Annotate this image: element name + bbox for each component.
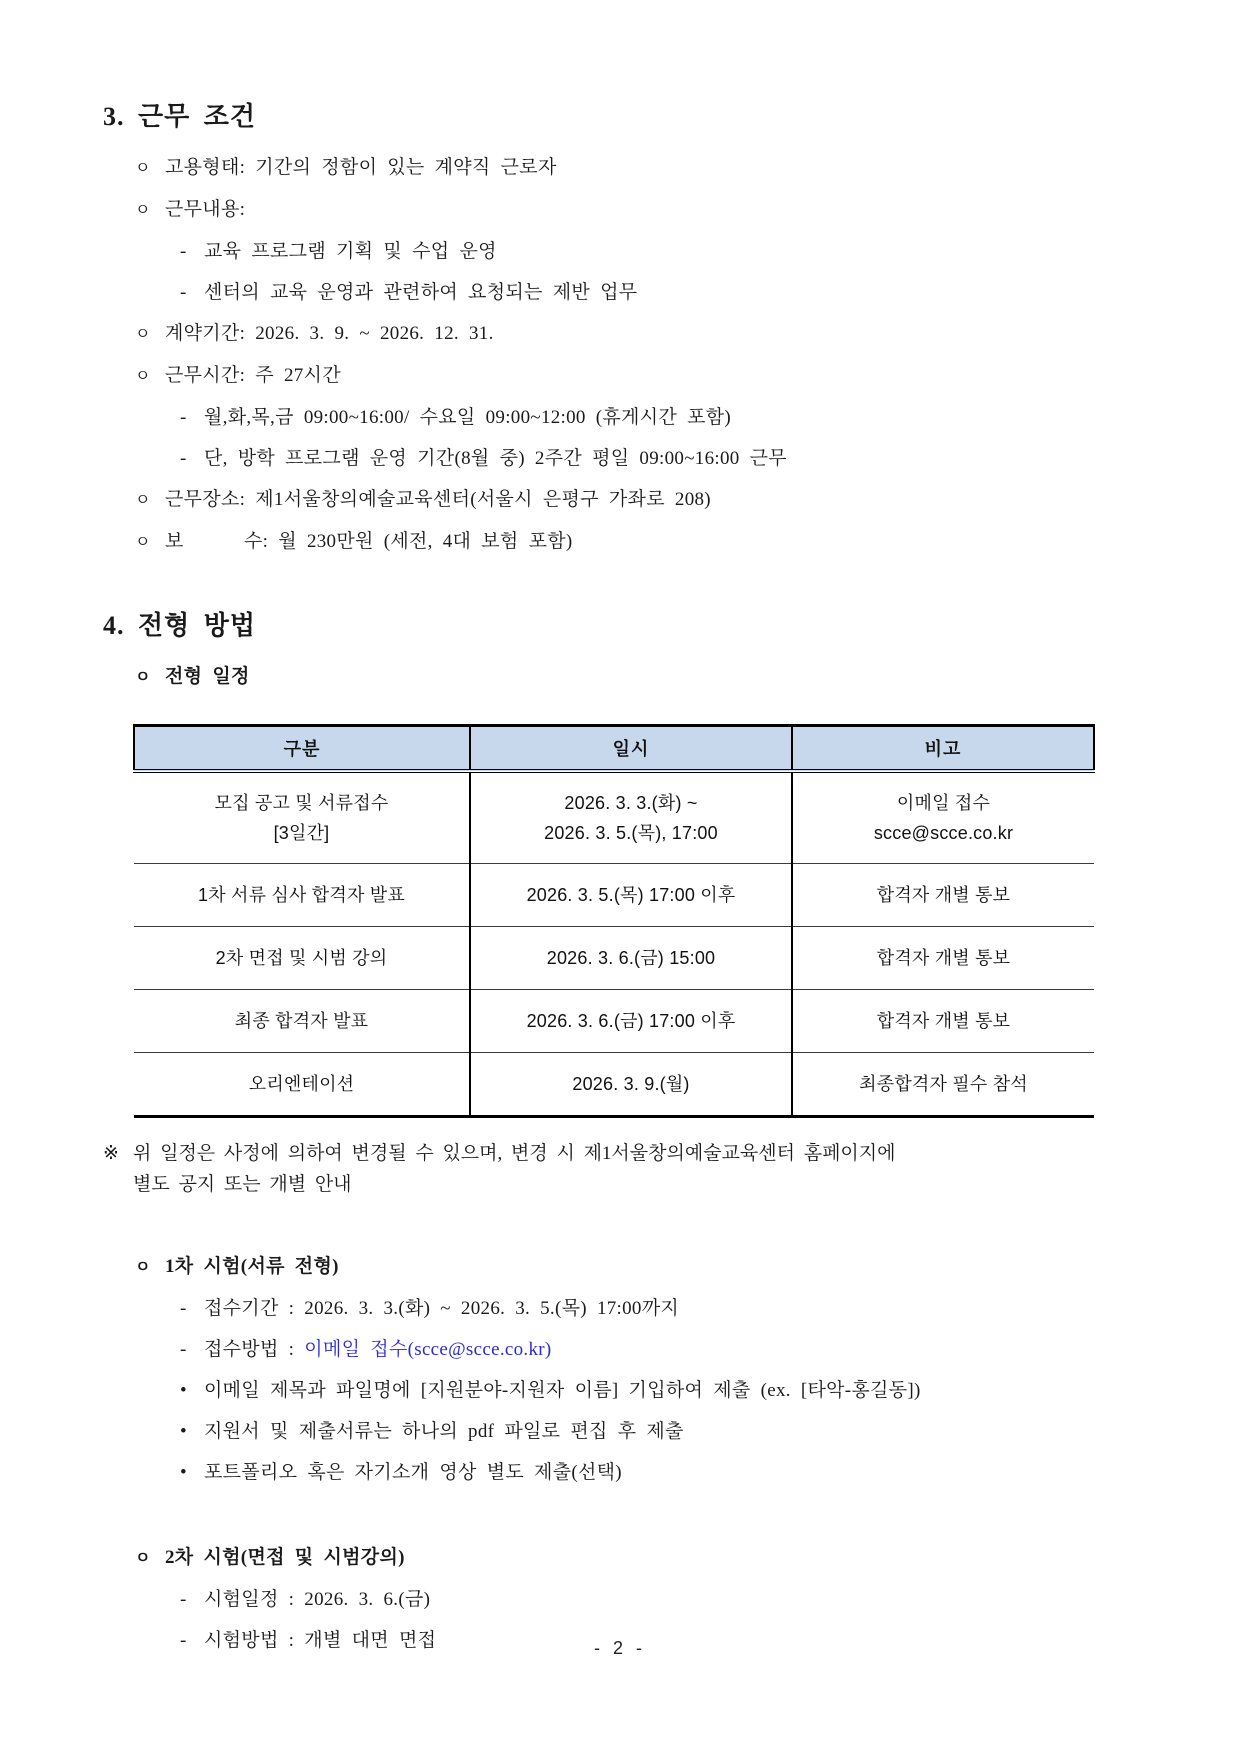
exam1-method	[103, 1329, 1170, 1370]
bullet-item	[103, 1452, 1170, 1493]
table-row	[134, 990, 1094, 1053]
reference-mark: ※	[103, 1143, 119, 1164]
bullet-text: 포트폴리오 혹은 자기소개 영상 별도 제출(선택)	[204, 1462, 622, 1483]
cell-category: 오리엔테이션	[134, 1053, 470, 1117]
dash-marker: -	[180, 1589, 187, 1610]
exam2-title: 2차 시험(면접 및 시범강의)	[165, 1547, 405, 1568]
schedule-change-note	[103, 1138, 1170, 1200]
bullet-marker: •	[180, 1462, 187, 1483]
bullet-text: 지원서 및 제출서류는 하나의 pdf 파일로 편집 후 제출	[204, 1421, 684, 1442]
circle-marker: ㅇ	[135, 368, 151, 385]
list-subitem	[103, 231, 1170, 272]
exam2-date	[103, 1579, 1170, 1620]
table-row	[134, 771, 1094, 864]
list-subitem	[103, 397, 1170, 438]
list-item	[103, 521, 1170, 563]
table-row	[134, 1053, 1094, 1117]
cell-remarks	[792, 771, 1094, 864]
list-subitem	[103, 272, 1170, 313]
list-item	[103, 313, 1170, 355]
dash-marker: -	[180, 241, 187, 262]
bullet-marker: •	[180, 1421, 187, 1442]
dash-marker: -	[180, 448, 187, 469]
exam1-heading	[103, 1246, 1170, 1288]
cell-line: 모집 공고 및 서류접수	[214, 793, 389, 813]
cell-remarks: 합격자 개별 통보	[792, 927, 1094, 990]
list-item-text: 근무내용:	[165, 199, 246, 220]
cell-datetime: 2026. 3. 5.(목) 17:00 이후	[470, 864, 792, 927]
circle-marker: ㅇ	[135, 492, 151, 509]
exam1-period	[103, 1288, 1170, 1329]
list-item-text: 월,화,목,금 09:00~16:00/ 수요일 09:00~12:00 (휴게시간 포함)	[204, 407, 732, 428]
cell-datetime: 2026. 3. 6.(금) 15:00	[470, 927, 792, 990]
cell-remarks: 최종합격자 필수 참석	[792, 1053, 1094, 1117]
cell-remarks: 합격자 개별 통보	[792, 864, 1094, 927]
exam2-heading	[103, 1537, 1170, 1579]
bullet-text: 이메일 제목과 파일명에 [지원분야-지원자 이름] 기입하여 제출 (ex. [타악-홍길동])	[204, 1380, 921, 1401]
table-header-datetime: 일시	[470, 726, 792, 772]
circle-marker: ㅇ	[135, 1550, 151, 1567]
exam1-method-prefix: 접수방법 :	[204, 1339, 305, 1360]
section4-title: 4. 전형 방법	[103, 611, 256, 640]
cell-line: 2026. 3. 3.(화) ~	[564, 793, 698, 813]
list-item	[103, 479, 1170, 521]
exam1-title: 1차 시험(서류 전형)	[165, 1256, 339, 1277]
exam1-period-text: 접수기간 : 2026. 3. 3.(화) ~ 2026. 3. 5.(목) 17:00까지	[204, 1298, 680, 1319]
page-number: - 2 -	[593, 1638, 646, 1658]
email-submit-link[interactable]: 이메일 접수(scce@scce.co.kr)	[304, 1339, 552, 1360]
dash-marker: -	[180, 1298, 187, 1319]
list-item-text: 보 수: 월 230만원 (세전, 4대 보험 포함)	[165, 531, 573, 552]
cell-remarks: 합격자 개별 통보	[792, 990, 1094, 1053]
circle-marker: ㅇ	[135, 669, 151, 686]
cell-category	[134, 771, 470, 864]
circle-marker: ㅇ	[135, 326, 151, 343]
list-item	[103, 355, 1170, 397]
list-item-text: 근무장소: 제1서울창의예술교육센터(서울시 은평구 가좌로 208)	[165, 489, 711, 510]
circle-marker: ㅇ	[135, 1259, 151, 1276]
circle-marker: ㅇ	[135, 534, 151, 551]
dash-marker: -	[180, 282, 187, 303]
circle-marker: ㅇ	[135, 160, 151, 177]
list-item	[103, 147, 1170, 189]
bullet-item	[103, 1411, 1170, 1452]
list-item-text: 근무시간: 주 27시간	[165, 365, 341, 386]
dash-marker: -	[180, 407, 187, 428]
bullet-marker: •	[180, 1380, 187, 1401]
cell-datetime: 2026. 3. 6.(금) 17:00 이후	[470, 990, 792, 1053]
circle-marker: ㅇ	[135, 202, 151, 219]
list-subitem	[103, 438, 1170, 479]
schedule-heading	[103, 656, 1170, 698]
note-line-2: 별도 공지 또는 개별 안내	[133, 1174, 352, 1195]
list-item	[103, 189, 1170, 231]
exam2-date-text: 시험일정 : 2026. 3. 6.(금)	[204, 1589, 431, 1610]
cell-category: 최종 합격자 발표	[134, 990, 470, 1053]
list-item-text: 계약기간: 2026. 3. 9. ~ 2026. 12. 31.	[165, 323, 494, 344]
list-item-text: 센터의 교육 운영과 관련하여 요청되는 제반 업무	[204, 282, 638, 303]
cell-category: 1차 서류 심사 합격자 발표	[134, 864, 470, 927]
bullet-item	[103, 1370, 1170, 1411]
cell-datetime: 2026. 3. 9.(월)	[470, 1053, 792, 1117]
table-row	[134, 927, 1094, 990]
email-text: scce@scce.co.kr	[873, 823, 1014, 843]
table-header-row	[134, 726, 1094, 772]
table-header-category: 구분	[134, 726, 470, 772]
list-item-text: 단, 방학 프로그램 운영 기간(8월 중) 2주간 평일 09:00~16:00 근무	[204, 448, 787, 469]
schedule-heading-label: 전형 일정	[165, 666, 250, 687]
list-item-text: 교육 프로그램 기획 및 수업 운영	[204, 241, 497, 262]
cell-line: [3일간]	[273, 823, 330, 843]
note-line-1: 위 일정은 사정에 의하여 변경될 수 있으며, 변경 시 제1서울창의예술교육센터 홈페이지에	[133, 1143, 896, 1164]
cell-line: 2026. 3. 5.(목), 17:00	[544, 823, 718, 843]
cell-datetime	[470, 771, 792, 864]
dash-marker: -	[180, 1630, 187, 1651]
cell-line: 이메일 접수	[896, 793, 991, 813]
cell-category: 2차 면접 및 시범 강의	[134, 927, 470, 990]
table-header-remarks: 비고	[792, 726, 1094, 772]
list-item-text: 고용형태: 기간의 정함이 있는 계약직 근로자	[165, 157, 557, 178]
section3-title: 3. 근무 조건	[103, 102, 256, 131]
selection-schedule-table	[133, 724, 1095, 1118]
table-row	[134, 864, 1094, 927]
dash-marker: -	[180, 1339, 187, 1360]
exam2-method-text: 시험방법 : 개별 대면 면접	[204, 1630, 437, 1651]
